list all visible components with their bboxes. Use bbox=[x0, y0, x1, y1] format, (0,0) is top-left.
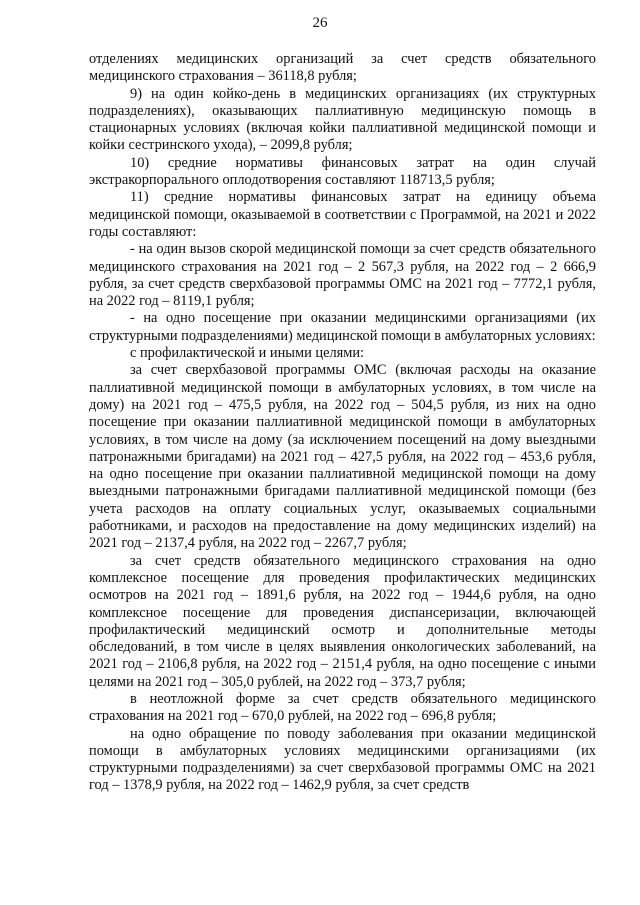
paragraph-outpatient-visit: - на одно посещение при оказании медицинскими организациями (их структурными подразделениями) медицинской помощи в амбулаторных условиях: bbox=[89, 310, 596, 344]
paragraph-item-11: 11) средние нормативы финансовых затрат на единицу объема медицинской помощи, оказываемой в соответствии с Программой, на 2021 и 2022 годы составляют: bbox=[89, 189, 596, 240]
paragraph-disease-appeal: на одно обращение по поводу заболевания при оказании медицинской помощи в амбулаторных условиях медицинскими организациями (их структурными подразделениями) за счет сверхбазовой программы ОМС на 2021 год – 1378,9 рубля, на 2022 год – 1462,9 рубля, за счет средств bbox=[89, 725, 596, 794]
paragraph-item-10: 10) средние нормативы финансовых затрат на один случай экстракорпорального оплодотворения составляют 118713,5 рубля; bbox=[89, 154, 596, 189]
paragraph-1: отделениях медицинских организаций за счет средств обязательного медицинского страхования – 36118,8 рубля; bbox=[89, 51, 596, 85]
paragraph-above-basic-program: за счет сверхбазовой программы ОМС (включая расходы на оказание паллиативной медицинской помощи в амбулаторных условиях, в том числе на дому) на 2021 год – 475,5 рубля, на 2022 год – 504,5 рубля, из них на одно посещение при оказании паллиативной медицинской помощи в амбулаторных условиях, в том числе на дому (за исключением посещений на дому выездными патронажными бригадами) на 2021 год – 427,5 рубля, на 2022 год – 453,6 рубля, на одно посещение при оказании паллиативной медицинской помощи на дому выездными патронажными бригадами паллиативной медицинской помощи (без учета расходов на оплату социальных услуг, оказываемых социальными работниками, и расходов на предоставление на дому медицинских изделий) на 2021 год – 2137,4 рубля, на 2022 год – 2267,7 рубля; bbox=[89, 362, 596, 552]
paragraph-ambulance-call: - на один вызов скорой медицинской помощи за счет средств обязательного медицинского страхования на 2021 год – 2 567,3 рубля, на 2022 год – 2 666,9 рубля, за счет средств сверхбазовой программы ОМС на 2021 год – 7772,1 рубля, на 2022 год – 8119,1 рубля; bbox=[89, 241, 596, 310]
document-body bbox=[89, 51, 596, 795]
paragraph-urgent-form: в неотложной форме за счет средств обязательного медицинского страхования на 2021 год – 670,0 рублей, на 2022 год – 696,8 рубля; bbox=[89, 690, 596, 725]
paragraph-compulsory-insurance: за счет средств обязательного медицинского страхования на одно комплексное посещение для проведения профилактических медицинских осмотров на 2021 год – 1891,6 рубля, на 2022 год – 1944,6 рубля, на одно комплексное посещение для проведения диспансеризации, включающей профилактический медицинский осмотр и дополнительные методы обследований, в том числе в целях выявления онкологических заболеваний, на 2021 год – 2106,8 рубля, на 2022 год – 2151,4 рубля, на одно посещение с иными целями на 2021 год – 305,0 рублей, на 2022 год – 373,7 рубля; bbox=[89, 552, 596, 690]
page-number: 26 bbox=[312, 15, 328, 31]
paragraph-item-9: 9) на один койко-день в медицинских организациях (их структурных подразделениях), оказывающих паллиативную медицинскую помощь в стационарных условиях (включая койки паллиативной медицинской помощи и койки сестринского ухода), – 2099,8 рубля; bbox=[89, 85, 596, 154]
paragraph-preventive-purposes: с профилактической и иными целями: bbox=[130, 345, 365, 362]
